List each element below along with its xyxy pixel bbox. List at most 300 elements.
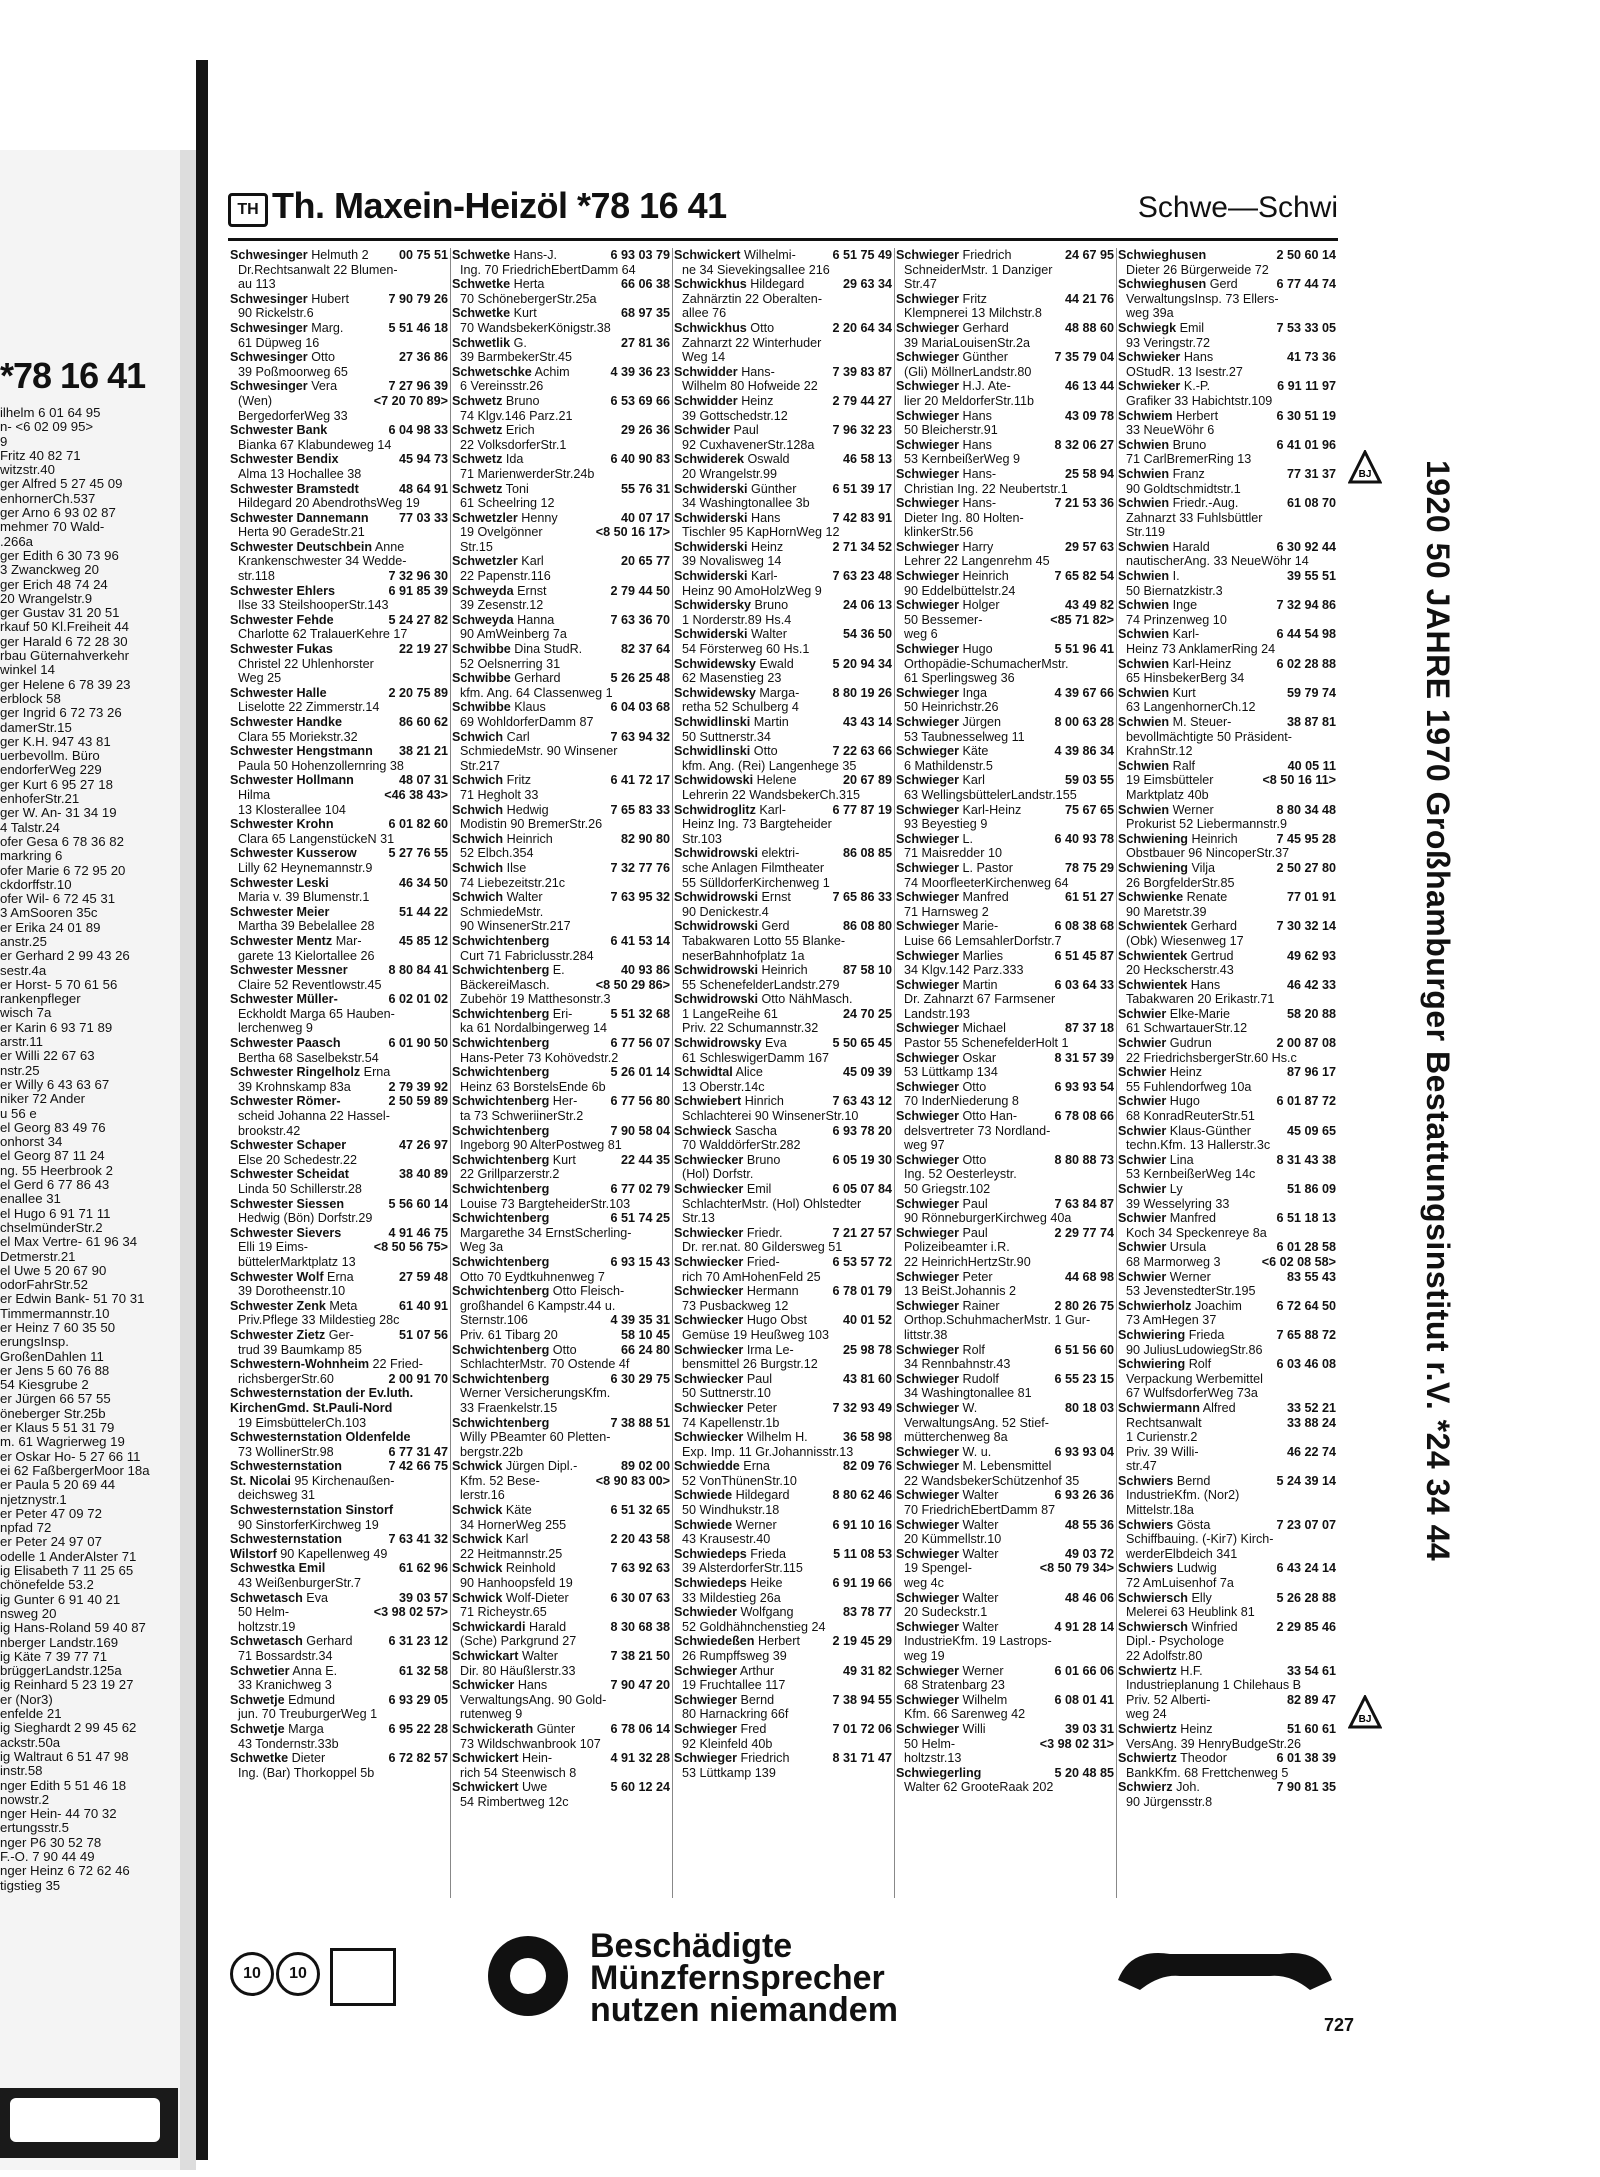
directory-entry (674, 1357, 892, 1372)
directory-entry (896, 730, 1114, 745)
entry-phone: 6 01 87 72 (1276, 1094, 1336, 1109)
directory-entry (674, 336, 892, 351)
entry-name: Schwick (452, 1503, 503, 1518)
entry-phone: 4 39 86 34 (1054, 744, 1114, 759)
entry-phone: 89 02 00 (620, 1459, 670, 1474)
directory-entry (230, 569, 448, 584)
entry-details: 50 Suttnerstr.10 (682, 1386, 771, 1401)
entry-name: Schwickhus (674, 320, 747, 335)
entry-details: 6 Vereinsstr.26 (460, 379, 544, 394)
entry-name: Schwiecker (674, 1152, 744, 1167)
entry-details: 53 KernbeißerWeg 9 (904, 452, 1020, 467)
directory-entry (452, 1299, 670, 1314)
entry-phone: 66 24 80 (620, 1342, 670, 1357)
entry-name: Schwiertz (1118, 1721, 1177, 1736)
entry-phone: 20 67 89 (842, 773, 892, 788)
directory-entry (230, 540, 448, 555)
entry-name: Schwier (1118, 1152, 1167, 1167)
entry-name: Schwetke (452, 277, 511, 292)
left-entry: tigstieg 35 (0, 1878, 61, 1893)
entry-name: Schwieger (896, 350, 959, 365)
entry-details: Priv. 52 Alberti- (1126, 1692, 1211, 1707)
entry-name: Schwester Deutschbein (230, 539, 373, 554)
directory-entry (896, 1430, 1114, 1445)
entry-details: Hedwig (Bön) Dorfstr.29 (238, 1211, 373, 1226)
directory-entry (896, 423, 1114, 438)
directory-entry (452, 861, 670, 876)
entry-phone: 66 06 38 (620, 277, 670, 292)
entry-phone: 61 40 91 (398, 1298, 448, 1313)
entry-name: Schweyda (452, 583, 514, 598)
entry-details: Günther (751, 481, 797, 496)
entry-details: Erna (363, 1065, 391, 1080)
entry-phone: 2 00 87 08 (1276, 1036, 1336, 1051)
entry-name: Schwesinger (230, 350, 308, 365)
entry-details: Krankenschwester 34 Wedde- (238, 554, 407, 569)
directory-entry (1118, 657, 1336, 672)
directory-entry (674, 1401, 892, 1416)
directory-entry (674, 1138, 892, 1153)
entry-details: 50 Biernatzkistr.3 (1126, 583, 1223, 598)
left-entry: 3 Zwanckweg 20 (0, 563, 99, 578)
entry-details: 22 Grillparzerstr.2 (460, 1167, 560, 1182)
entry-phone: <8 50 79 34> (1039, 1561, 1114, 1576)
directory-entry (452, 1766, 670, 1781)
directory-entry (1118, 1532, 1336, 1547)
directory-entry (674, 1547, 892, 1562)
entry-details: Peter (962, 1269, 993, 1284)
entry-phone: 61 51 27 (1064, 890, 1114, 905)
entry-details: Friedrich (740, 1751, 790, 1766)
entry-name: Schwiede (674, 1488, 733, 1503)
entry-details: Marie- (962, 919, 999, 934)
entry-phone: 68 97 35 (620, 306, 670, 321)
entry-name: Schwiderski (674, 569, 748, 584)
entry-name: Schwester Römer- (230, 1094, 341, 1109)
entry-name: Schwester Messner (230, 963, 348, 978)
entry-name: Schwickerath (452, 1721, 534, 1736)
entry-details: nautischerAng. 33 NeueWöhr 14 (1126, 554, 1309, 569)
entry-phone: 24 67 95 (1064, 248, 1114, 262)
entry-details: Edmund (288, 1692, 336, 1707)
entry-phone: 77 03 33 (398, 510, 448, 525)
directory-entry (1118, 1693, 1336, 1708)
entry-phone: 6 01 38 39 (1276, 1751, 1336, 1766)
entry-details: 39 Krohnskamp 83a (238, 1079, 351, 1094)
top-margin (0, 0, 1600, 55)
entry-phone: 7 63 23 48 (832, 569, 892, 584)
entry-name: Schwiecker (674, 1313, 744, 1328)
entry-phone: 5 11 08 53 (833, 1546, 892, 1561)
entry-details: Linda 50 Schillerstr.28 (238, 1182, 362, 1196)
directory-entry (1118, 379, 1336, 394)
entry-details: kfm. Ang. 64 Classenweg 1 (460, 685, 613, 700)
entry-details: Karl-Heinz (1172, 656, 1232, 671)
entry-name: Schwetz (452, 423, 503, 438)
entry-name: Schwiede (674, 1517, 733, 1532)
column-3 (674, 248, 892, 1780)
directory-entry (1118, 1503, 1336, 1518)
directory-entry (674, 1065, 892, 1080)
entry-details: Ing. 52 Oesterleystr. (904, 1167, 1017, 1182)
directory-entry (452, 686, 670, 701)
entry-phone: 6 05 07 84 (832, 1182, 892, 1196)
entry-details: Zahnarzt 33 Fuhlsbüttler (1126, 510, 1263, 525)
entry-name: Schwesinger (230, 379, 308, 394)
directory-entry (1118, 1094, 1336, 1109)
banner-line-3: nutzen niemandem (590, 1991, 898, 2029)
entry-phone: 44 21 76 (1064, 291, 1114, 306)
directory-entry (1118, 1416, 1336, 1431)
entry-details: VersAng. 39 HenryBudgeStr.26 (1126, 1736, 1302, 1751)
entry-details: 26 Rumpffsweg 39 (682, 1649, 787, 1663)
entry-details: 55 Fuhlendorfweg 10a (1126, 1079, 1252, 1094)
entry-details: M. Steuer- (1172, 715, 1232, 729)
entry-details: Priv. 61 Tibarg 20 (460, 1327, 558, 1342)
entry-details: 19 Eimsbütteler (1126, 773, 1214, 788)
entry-details: 6 Mathildenstr.5 (904, 758, 993, 773)
entry-name: Schwichtenberg (452, 1123, 550, 1138)
directory-entry (1118, 438, 1336, 453)
entry-name: Schwiertz (1118, 1663, 1177, 1678)
entry-details: 22 Heitmannstr.25 (460, 1546, 563, 1561)
entry-details: 50 Bleicherstr.91 (904, 423, 998, 438)
entry-name: Schwieger (896, 1021, 959, 1036)
directory-entry (230, 1153, 448, 1168)
entry-details: Otto Fleisch- (552, 1284, 625, 1299)
entry-details: Karl- (759, 802, 786, 817)
directory-entry (674, 1036, 892, 1051)
left-entry: markring 6 (0, 849, 63, 864)
entry-details: Manfred (1169, 1211, 1216, 1226)
directory-entry (1118, 1167, 1336, 1182)
entry-details: weg 6 (904, 627, 938, 642)
directory-entry (674, 394, 892, 409)
entry-details: Rolf (1188, 1357, 1212, 1372)
entry-name: Schwetzler (452, 554, 518, 569)
entry-phone: 7 65 88 72 (1276, 1327, 1336, 1342)
entry-name: Schwidewsky (674, 685, 756, 700)
entry-name: Schwester Ehlers (230, 583, 335, 598)
entry-phone: 5 27 76 55 (388, 846, 448, 861)
entry-details: Lilly 62 Heynemannstr.9 (238, 860, 373, 875)
entry-details: Fred (740, 1721, 767, 1736)
entry-name: Schwiening (1118, 831, 1188, 846)
directory-entry (896, 511, 1114, 526)
entry-details: 39 MariaLouisenStr.2a (904, 335, 1031, 350)
left-entry: nsweg 20 (0, 1606, 57, 1621)
directory-entry (230, 394, 448, 409)
entry-details: Ernst (761, 890, 791, 905)
directory-entry (896, 773, 1114, 788)
entry-details: G. (513, 335, 527, 350)
entry-name: Schwieghusen (1118, 248, 1207, 262)
entry-details: 69 WohldorferDamm 87 (460, 715, 594, 729)
directory-entry (1118, 1036, 1336, 1051)
directory-entry (674, 1488, 892, 1503)
directory-entry (230, 1109, 448, 1124)
entry-name: Schwiersch (1118, 1619, 1188, 1634)
entry-name: Schwiem (1118, 408, 1173, 423)
entry-phone: 6 01 66 06 (1054, 1663, 1114, 1678)
entry-phone: 45 09 39 (842, 1065, 892, 1080)
entry-details: Walter (522, 1649, 558, 1663)
entry-details: 39 Wesselyring 33 (1126, 1196, 1230, 1211)
directory-entry (452, 1649, 670, 1664)
entry-phone: 7 63 95 32 (610, 890, 670, 905)
entry-details: Hilma (238, 787, 271, 802)
directory-entry (1118, 1197, 1336, 1212)
directory-entry (896, 1605, 1114, 1620)
entry-details: Erna (743, 1459, 770, 1474)
entry-phone: 86 60 62 (398, 715, 448, 729)
entry-phone: 5 24 27 82 (388, 612, 448, 627)
entry-details: 22 VolksdorferStr.1 (460, 437, 567, 452)
entry-name: Schwieger (896, 860, 959, 875)
directory-entry (230, 1240, 448, 1255)
left-entry: ger Erich 48 74 24 (0, 577, 108, 592)
directory-entry (896, 627, 1114, 642)
directory-entry (674, 423, 892, 438)
entry-phone: 27 36 86 (398, 350, 448, 365)
directory-entry (452, 759, 670, 774)
directory-entry (452, 1328, 670, 1343)
directory-entry (674, 1693, 892, 1708)
entry-phone: 2 79 44 27 (832, 393, 892, 408)
entry-details: 34 Klgv.142 Parz.333 (904, 963, 1024, 978)
directory-entry (674, 992, 892, 1007)
entry-name: Schwien (1118, 539, 1170, 554)
entry-details: Exp. Imp. 11 Gr.Johannisstr.13 (682, 1444, 854, 1459)
entry-details: Hinrich (744, 1094, 784, 1109)
entry-details: H.F. (1180, 1663, 1203, 1678)
entry-details: Louise 73 BargteheiderStr.103 (460, 1196, 631, 1211)
entry-phone: 29 63 34 (842, 277, 892, 292)
left-entry: anstr.25 (0, 934, 47, 949)
directory-entry (896, 1576, 1114, 1591)
entry-details: garete 13 Kielortallee 26 (238, 948, 375, 963)
directory-entry (452, 1678, 670, 1693)
entry-details: Hans (962, 408, 992, 423)
entry-phone: 7 63 84 87 (1054, 1196, 1114, 1211)
entry-details: Reinhold (505, 1561, 556, 1576)
entry-phone: 6 77 44 74 (1276, 277, 1336, 292)
directory-entry (452, 496, 670, 511)
left-entry: niker 72 Ander (0, 1092, 86, 1107)
directory-entry (452, 263, 670, 278)
directory-entry (674, 1591, 892, 1606)
entry-details: Franz (1172, 466, 1205, 481)
entry-details: 90 SinstorferKirchweg 19 (238, 1517, 379, 1532)
entry-details: Bertha 68 Saselbekstr.54 (238, 1050, 379, 1065)
entry-details: 90 AmWeinberg 7a (460, 627, 567, 642)
entry-phone: 7 63 94 32 (610, 729, 670, 744)
directory-entry (452, 511, 670, 526)
entry-phone: 48 55 36 (1064, 1517, 1114, 1532)
directory-entry (674, 1620, 892, 1635)
directory-entry (674, 409, 892, 424)
entry-name: Schwier (1118, 1036, 1167, 1051)
directory-entry (452, 1474, 670, 1489)
entry-details: Willy PBeamter 60 Pletten- (460, 1430, 611, 1445)
entry-name: Schwiecker (674, 1182, 744, 1196)
entry-name: Schwier (1118, 1123, 1167, 1138)
entry-details: Prokurist 52 Liebermannstr.9 (1126, 817, 1288, 832)
entry-details: 90 Hanhoopsfeld 19 (460, 1576, 573, 1591)
directory-entry (452, 1153, 670, 1168)
directory-entry (1118, 919, 1336, 934)
entry-name: Schwienke (1118, 890, 1184, 905)
entry-phone: 6 91 11 97 (1277, 379, 1336, 394)
left-entry: erblock 58 (0, 691, 61, 706)
entry-details: Kfm. 52 Bese- (460, 1473, 540, 1488)
directory-entry (674, 788, 892, 803)
entry-details: Gösta (1176, 1517, 1211, 1532)
entry-details: Klempnerei 13 Milchstr.8 (904, 306, 1042, 321)
directory-entry (452, 569, 670, 584)
entry-details: Michael (962, 1021, 1006, 1036)
entry-name: Schwetje (230, 1692, 285, 1707)
entry-details: scheid Johanna 22 Hassel- (238, 1109, 390, 1124)
directory-entry (452, 1488, 670, 1503)
entry-name: Schwester Ringelholz (230, 1065, 361, 1080)
entry-details: 71 CarlBremerRing 13 (1126, 452, 1252, 467)
directory-entry (452, 452, 670, 467)
directory-entry (674, 642, 892, 657)
entry-phone: 7 39 83 87 (832, 364, 892, 379)
entry-name: Schwich (452, 802, 504, 817)
entry-details: 65 HinsbekerBerg 34 (1126, 671, 1245, 686)
entry-name: Schwieger (896, 1590, 959, 1605)
entry-phone: 6 51 75 49 (832, 248, 892, 262)
directory-entry (230, 1007, 448, 1022)
entry-phone: 58 20 88 (1286, 1006, 1336, 1021)
directory-entry (674, 832, 892, 847)
entry-details: M. Lebensmittel (962, 1459, 1052, 1474)
entry-details: Zahnarzt 22 Winterhuder (682, 335, 822, 350)
directory-entry (1118, 1372, 1336, 1387)
entry-phone: 29 57 63 (1064, 539, 1114, 554)
entry-details: Industrieplanung 1 Chilehaus B (1126, 1678, 1302, 1693)
entry-details: 43 Tondernstr.33b (238, 1736, 339, 1751)
entry-phone: 7 38 88 51 (610, 1415, 670, 1430)
entry-phone: 40 05 11 (1287, 758, 1336, 773)
entry-details: 74 Prinzenweg 10 (1126, 612, 1227, 627)
directory-entry (230, 1737, 448, 1752)
directory-entry (896, 861, 1114, 876)
left-entry: nger P6 30 52 78 (0, 1835, 102, 1850)
entry-details: Wolfgang (740, 1605, 794, 1620)
left-entry: ger Helene 6 78 39 23 (0, 677, 131, 692)
directory-entry (1118, 1284, 1336, 1299)
entry-details: Walter (751, 627, 787, 642)
banner-text (590, 1927, 898, 2029)
entry-name: Schwichtenberg (452, 1065, 550, 1080)
entry-details: 22 Adolfstr.80 (1126, 1649, 1203, 1663)
heating-oil-logo-icon: TH (228, 193, 268, 227)
entry-phone: 38 21 21 (398, 744, 448, 759)
directory-entry (674, 1211, 892, 1226)
directory-entry (452, 292, 670, 307)
entry-details: Clara 55 Moriekstr.32 (238, 729, 358, 744)
directory-entry (230, 1211, 448, 1226)
directory-entry (452, 744, 670, 759)
entry-name: St. Nicolai (230, 1473, 291, 1488)
entry-details: 61 Sperlingsweg 36 (904, 671, 1015, 686)
directory-entry (896, 919, 1114, 934)
directory-entry (230, 1021, 448, 1036)
entry-details: Margarethe 34 ErnstScherling- (460, 1225, 632, 1240)
directory-entry (1118, 1255, 1336, 1270)
entry-details: 53 JevenstedterStr.195 (1126, 1284, 1256, 1299)
directory-entry (674, 292, 892, 307)
directory-entry (896, 744, 1114, 759)
entry-details: Fritz (962, 291, 987, 306)
directory-entry (1118, 1459, 1336, 1474)
entry-name: Schwieger (896, 320, 959, 335)
entry-details: 55 SchenefelderLandstr.279 (682, 977, 840, 992)
entry-phone: <8 50 56 75> (373, 1240, 448, 1255)
entry-details: 39 AlsterdorferStr.115 (682, 1561, 803, 1576)
directory-entry (452, 306, 670, 321)
entry-name: Schwieger (896, 715, 959, 729)
entry-name: Schwich (452, 773, 504, 788)
entry-details: Herbert (1176, 408, 1219, 423)
entry-name: Schwien (1118, 598, 1170, 613)
directory-entry (230, 730, 448, 745)
entry-name: Schwiegerling (896, 1765, 982, 1780)
entry-details: Elli 19 Eims- (238, 1240, 308, 1255)
directory-entry (896, 1080, 1114, 1095)
left-entry: instr.58 (0, 1764, 43, 1779)
entry-details: 50 Windhukstr.18 (682, 1503, 780, 1518)
directory-entry (230, 1634, 448, 1649)
entry-name: Schwierz (1118, 1780, 1173, 1795)
entry-phone: 46 22 74 (1286, 1444, 1336, 1459)
entry-phone: 6 41 72 17 (610, 773, 670, 788)
entry-phone: 6 78 01 79 (832, 1284, 892, 1299)
directory-entry (1118, 321, 1336, 336)
left-entry: enhornerCh.537 (0, 491, 96, 506)
directory-entry (230, 554, 448, 569)
entry-name: Schwichtenberg (452, 1284, 550, 1299)
directory-entry (1118, 1299, 1336, 1314)
entry-phone: 6 31 23 12 (388, 1634, 448, 1649)
directory-entry (1118, 1065, 1336, 1080)
directory-entry (674, 1153, 892, 1168)
entry-phone: 55 76 31 (620, 481, 670, 496)
entry-phone: 6 72 64 50 (1276, 1298, 1336, 1313)
directory-entry (674, 1124, 892, 1139)
entry-phone: 2 80 26 75 (1054, 1298, 1114, 1313)
entry-name: Schwieghusen (1118, 277, 1207, 292)
entry-phone: 6 77 56 80 (610, 1094, 670, 1109)
directory-entry (230, 934, 448, 949)
left-entry: el Uwe 5 20 67 90 (0, 1263, 107, 1278)
left-entry: nger Hein- 44 70 32 (0, 1807, 117, 1822)
directory-entry (896, 1459, 1114, 1474)
left-entry: er Willy 6 43 63 67 (0, 1077, 110, 1092)
entry-name: Schwetzler (452, 510, 518, 525)
directory-entry (896, 1036, 1114, 1051)
entry-phone: 45 09 65 (1286, 1123, 1336, 1138)
directory-entry (230, 1182, 448, 1197)
page-header (228, 185, 1338, 235)
entry-details: Carl (506, 729, 530, 744)
directory-entry (896, 1284, 1114, 1299)
entry-name: Schwesternstation Sinstorf (230, 1503, 394, 1518)
entry-phone: 2 19 45 29 (832, 1634, 892, 1649)
